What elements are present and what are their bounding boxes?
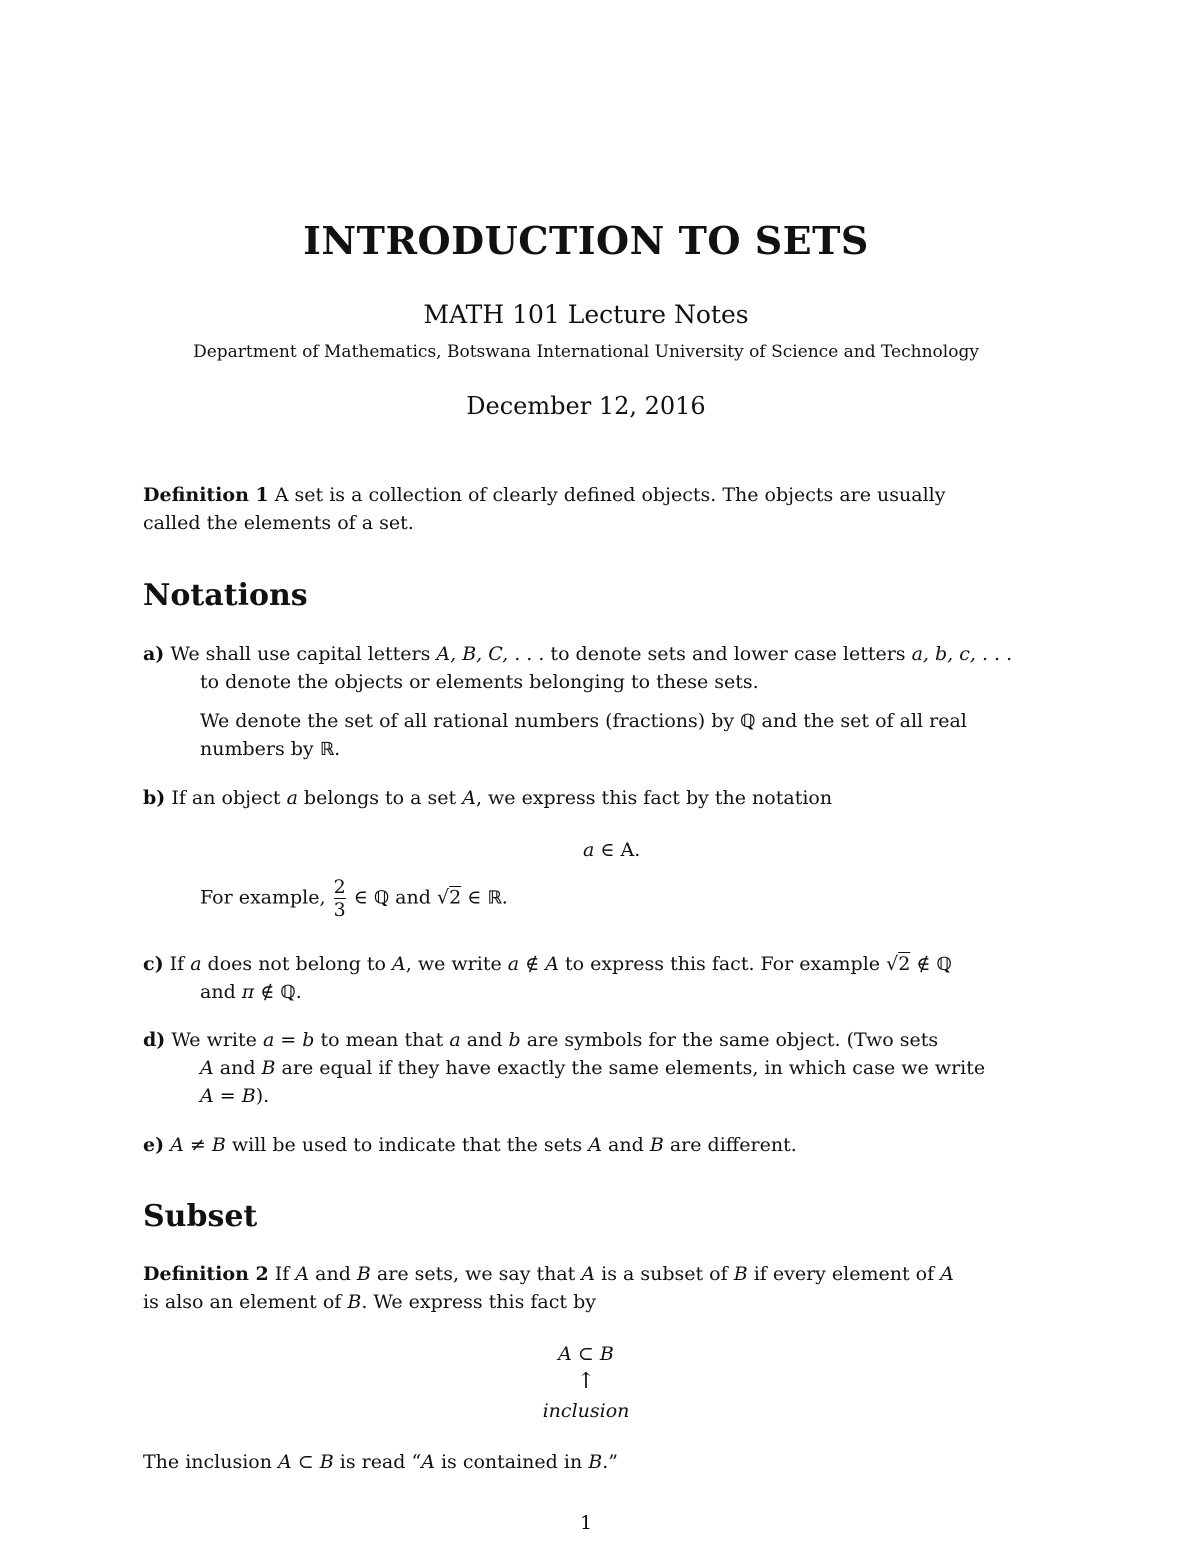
notation-b-text: , we express this fact by the notation	[475, 787, 833, 809]
rationals-symbol: ℚ	[740, 711, 756, 732]
definition-1-line-2: called the elements of a set.	[143, 512, 414, 534]
reading-text: is contained in	[434, 1451, 589, 1473]
rationals-symbol: ℚ	[936, 954, 952, 975]
notation-c-line-2	[200, 978, 302, 1007]
math-var: A	[462, 787, 476, 809]
notations-heading: Notations	[143, 578, 308, 613]
math-var: B	[261, 1057, 276, 1079]
notation-c-text: , we write	[405, 953, 508, 975]
math-var: A	[295, 1263, 310, 1285]
definition-1-line-1	[143, 481, 945, 509]
notation-a-text: We denote the set of all rational numbers (fractions) by	[200, 710, 741, 732]
notation-a-text: numbers by	[200, 738, 320, 760]
formula-text: ∈ A.	[594, 839, 641, 861]
math-var: b	[508, 1029, 521, 1051]
notation-d-marker: d)	[143, 1029, 166, 1051]
definition-1-label: Definition 1	[143, 484, 269, 506]
element-of-symbol: ∈	[461, 886, 488, 909]
notation-d-text: are symbols for the same object. (Two sets	[520, 1029, 939, 1051]
math-var: B	[347, 1291, 362, 1313]
notation-b-text: If an object	[171, 787, 287, 809]
notation-b-marker: b)	[143, 787, 166, 809]
subset-heading: Subset	[143, 1199, 258, 1234]
reals-symbol: ℝ	[319, 739, 335, 760]
example-text: .	[501, 886, 508, 909]
document-date: December 12, 2016	[466, 392, 706, 420]
rationals-symbol: ℚ	[373, 887, 390, 909]
math-var: B	[649, 1134, 664, 1156]
notation-c-text: does not belong to	[201, 953, 393, 975]
notation-d-text: and	[460, 1029, 509, 1051]
reading-text: is read “	[333, 1451, 422, 1473]
notation-c-line-1	[143, 950, 952, 979]
up-arrow-icon: ↑	[576, 1369, 596, 1394]
math-var: A	[392, 953, 406, 975]
not-element-symbol: ∉	[910, 953, 937, 975]
sqrt-icon: √	[436, 886, 450, 909]
notation-a-text: and the set of all real	[755, 710, 967, 732]
notation-e-text: will be used to indicate that the sets	[225, 1134, 589, 1156]
math-var: B	[733, 1263, 748, 1285]
notation-b-example	[200, 876, 508, 921]
rationals-symbol: ℚ	[280, 982, 296, 1003]
notation-c-text: to express this fact. For example	[558, 953, 887, 975]
notation-c-text: If	[169, 953, 191, 975]
subset-display-formula: A ⊂ B	[558, 1343, 614, 1365]
math-var: A	[421, 1451, 435, 1473]
math-var: a	[449, 1029, 461, 1051]
definition-2-text: and	[309, 1263, 357, 1285]
document-title: INTRODUCTION TO SETS	[303, 218, 869, 263]
element-of-symbol: ∈	[347, 886, 374, 909]
page-number: 1	[579, 1512, 593, 1534]
definition-2-text: if every element of	[747, 1263, 941, 1285]
pi-expression: π ∉	[241, 981, 281, 1003]
math-var: a	[286, 787, 298, 809]
notation-a-text: We shall use capital letters	[170, 643, 437, 665]
definition-2-text: is also an element of	[143, 1291, 348, 1313]
notation-d-line-3	[200, 1082, 269, 1110]
notation-d-text: We write	[171, 1029, 263, 1051]
math-var: B	[588, 1451, 603, 1473]
fraction-numerator: 2	[333, 876, 346, 898]
notation-c-marker: c)	[143, 953, 164, 975]
notation-a-marker: a)	[143, 643, 165, 665]
equality-expression: a = b	[262, 1029, 315, 1051]
inclusion-reading-line	[143, 1448, 618, 1476]
department-line: Department of Mathematics, Botswana International University of Science and Technology	[193, 342, 979, 362]
notation-a-line-4	[200, 735, 340, 764]
math-var: A	[200, 1057, 214, 1079]
fraction-denominator: 3	[333, 899, 346, 921]
notation-c-text: and	[200, 981, 242, 1003]
notation-a-text: to denote sets and lower case letters	[544, 643, 912, 665]
math-var: a	[583, 839, 595, 861]
notation-e-marker: e)	[143, 1134, 165, 1156]
notation-d-text: and	[213, 1057, 262, 1079]
notation-b-display-formula	[583, 836, 640, 864]
notation-a-line-3	[200, 707, 967, 736]
definition-2-line-2	[143, 1288, 596, 1316]
notation-a-text: .	[334, 738, 341, 760]
math-var: a	[190, 953, 202, 975]
inclusion-label: inclusion	[542, 1400, 630, 1422]
notation-e-line	[143, 1131, 797, 1159]
reading-text: The inclusion	[143, 1451, 279, 1473]
lower-letters-math: a, b, c, . . .	[911, 643, 1013, 665]
reading-text: .”	[602, 1451, 618, 1473]
definition-2-text: is a subset of	[595, 1263, 734, 1285]
sqrt-argument: 2	[898, 953, 911, 975]
math-var: A	[581, 1263, 596, 1285]
notation-d-text: to mean that	[314, 1029, 450, 1051]
sqrt-argument: 2	[449, 886, 462, 909]
reals-symbol: ℝ	[487, 887, 502, 909]
equality-expression: A = B	[200, 1085, 256, 1107]
notation-d-line-2	[200, 1054, 985, 1082]
notation-e-text: and	[602, 1134, 650, 1156]
definition-2-text: are sets, we say that	[370, 1263, 582, 1285]
notation-a-line-2: to denote the objects or elements belonging to these sets.	[200, 671, 759, 693]
subset-expression: A ⊂ B	[278, 1451, 334, 1473]
document-subtitle: MATH 101 Lecture Notes	[423, 300, 749, 329]
math-var: B	[356, 1263, 371, 1285]
definition-2-text: If	[274, 1263, 296, 1285]
definition-1-text: A set is a collection of clearly defined objects. The objects are usually	[274, 484, 946, 506]
notation-b-text: belongs to a set	[297, 787, 463, 809]
math-var: A	[588, 1134, 603, 1156]
notation-d-text: ).	[255, 1085, 270, 1107]
definition-2-text: . We express this fact by	[361, 1291, 596, 1313]
notation-d-text: are equal if they have exactly the same elements, in which case we write	[275, 1057, 986, 1079]
sqrt-icon: √	[886, 953, 899, 975]
inequality-expression: A ≠ B	[170, 1134, 226, 1156]
capital-letters-math: A, B, C, . . .	[436, 643, 545, 665]
notin-expression: a ∉ A	[507, 953, 559, 975]
example-text: For example,	[200, 886, 332, 909]
notation-b-line-1	[143, 784, 832, 812]
example-text: and	[389, 886, 437, 909]
notation-e-text: are different.	[663, 1134, 797, 1156]
definition-2-label: Definition 2	[143, 1263, 269, 1285]
definition-2-line-1	[143, 1260, 954, 1288]
notation-c-text: .	[295, 981, 302, 1003]
fraction-two-thirds	[334, 876, 346, 921]
math-var: A	[940, 1263, 954, 1285]
notation-d-line-1	[143, 1026, 938, 1054]
notation-a-line-1	[143, 640, 1012, 668]
